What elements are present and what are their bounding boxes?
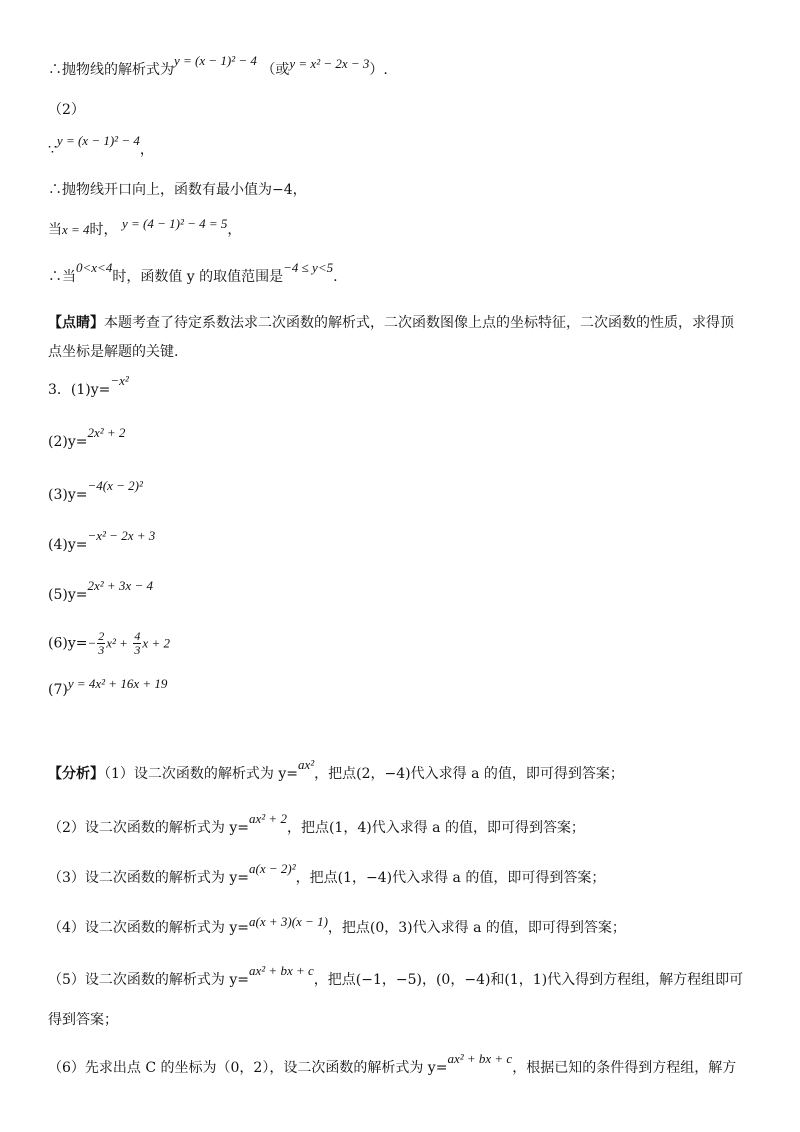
formula: x = 4 [62,222,90,237]
fraction [133,630,141,657]
fraction-numerator: 2 [98,629,105,643]
line-2 [48,100,85,120]
line-6 [48,260,338,287]
line-18 [48,861,606,888]
text: （1）设二次函数的解析式为 y= [104,766,298,782]
line-21 [48,1010,118,1030]
text: ， [227,222,242,238]
fraction [97,630,105,657]
text: 点坐标是解题的关键. [48,344,179,360]
text: 时，函数值 y 的取值范围是 [112,269,284,285]
formula: y = (x − 1)² − 4 [174,53,257,68]
text: ，把点(1，−4)代入求得 a 的值，即可得到答案； [295,870,606,886]
text: 本题考查了待定系数法求二次函数的解析式，二次函数图像上点的坐标特征，二次函数的性质，求得顶 [104,315,734,331]
text: ，把点(1，4)代入求得 a 的值，即可得到答案； [286,820,585,836]
line-11 [48,478,143,505]
text: ， [139,142,154,158]
formula: −4(x − 2)² [87,478,143,493]
text: ，把点(−1，−5)，(0，−4)和(1，1)代入得到方程组，解方程组即可 [313,972,744,988]
line-10 [48,425,126,452]
line-19 [48,914,626,938]
formula: 2x² + 2 [87,425,126,440]
fraction-denominator: 3 [98,643,105,657]
formula: ax² + bx + c [447,1051,513,1066]
text: ，根据已知的条件得到方程组，解方 [512,1060,737,1076]
line-9 [48,373,129,400]
line-13 [48,578,153,605]
formula: 0<x<4 [76,260,113,275]
line-3 [48,133,154,160]
text: ，把点(0，3)代入求得 a 的值，即可得到答案； [327,920,626,936]
formula: −4 ≤ y<5 [283,260,334,275]
text: ∴抛物线的解析式为 [48,62,174,78]
formula: −x² [110,373,129,388]
formula: a(x + 3)(x − 1) [249,914,328,929]
line-7 [48,313,734,333]
text: (4)y= [48,537,88,553]
text: ∴抛物线开口向上，函数有最小值为−4， [48,182,307,198]
formula: y = (4 − 1)² − 4 = 5 [122,216,228,231]
line-20 [48,963,744,990]
text: （4）设二次函数的解析式为 y= [48,920,249,936]
formula: ax² + 2 [249,811,287,826]
text: (6)y= [48,635,88,652]
formula: y = (x − 1)² − 4 [56,133,140,148]
text: (3)y= [48,487,88,503]
text: (5)y= [48,587,88,603]
text: 得到答案； [48,1012,118,1028]
line-14 [48,630,170,657]
formula: ax² + bx + c [249,963,314,978]
text: （5）设二次函数的解析式为 y= [48,972,249,988]
line-16 [48,757,624,784]
text: (7) [48,682,68,698]
formula: x + 2 [142,635,170,651]
line-5 [48,216,242,240]
text: 时， [89,222,118,238]
line-22 [48,1051,737,1078]
formula: x² + [106,635,128,651]
formula: y = x² − 2x − 3 [289,56,370,71]
formula: y = 4x² + 16x + 19 [67,676,168,691]
formula: −x² − 2x + 3 [87,528,156,543]
text: (2)y= [48,434,88,450]
formula: − [87,635,97,651]
text: ∵ [48,142,57,158]
line-17 [48,811,585,838]
text: . [333,269,338,285]
line-1 [48,53,388,80]
text: （2） [48,102,85,118]
text: （6）先求出点 C 的坐标为（0，2），设二次函数的解析式为 y= [48,1060,448,1076]
formula: 2x² + 3x − 4 [87,578,153,593]
formula: ax² [298,757,315,772]
text: （2）设二次函数的解析式为 y= [48,820,249,836]
text: 3．(1)y= [48,382,111,398]
tag: 【分析】 [48,766,104,782]
fraction-denominator: 3 [134,643,141,657]
line-8 [48,342,178,362]
text: ，把点(2，−4)代入求得 a 的值，即可得到答案； [314,766,624,782]
text: 当 [48,222,62,238]
tag: 【点睛】 [48,315,104,331]
line-4 [48,180,307,200]
text: ）. [369,62,388,78]
line-12 [48,528,156,555]
text: ∴当 [48,269,76,285]
fraction-numerator: 4 [134,629,141,643]
text: （或 [261,62,290,78]
line-15 [48,676,168,700]
formula: a(x − 2)² [249,861,296,876]
text: （3）设二次函数的解析式为 y= [48,870,249,886]
